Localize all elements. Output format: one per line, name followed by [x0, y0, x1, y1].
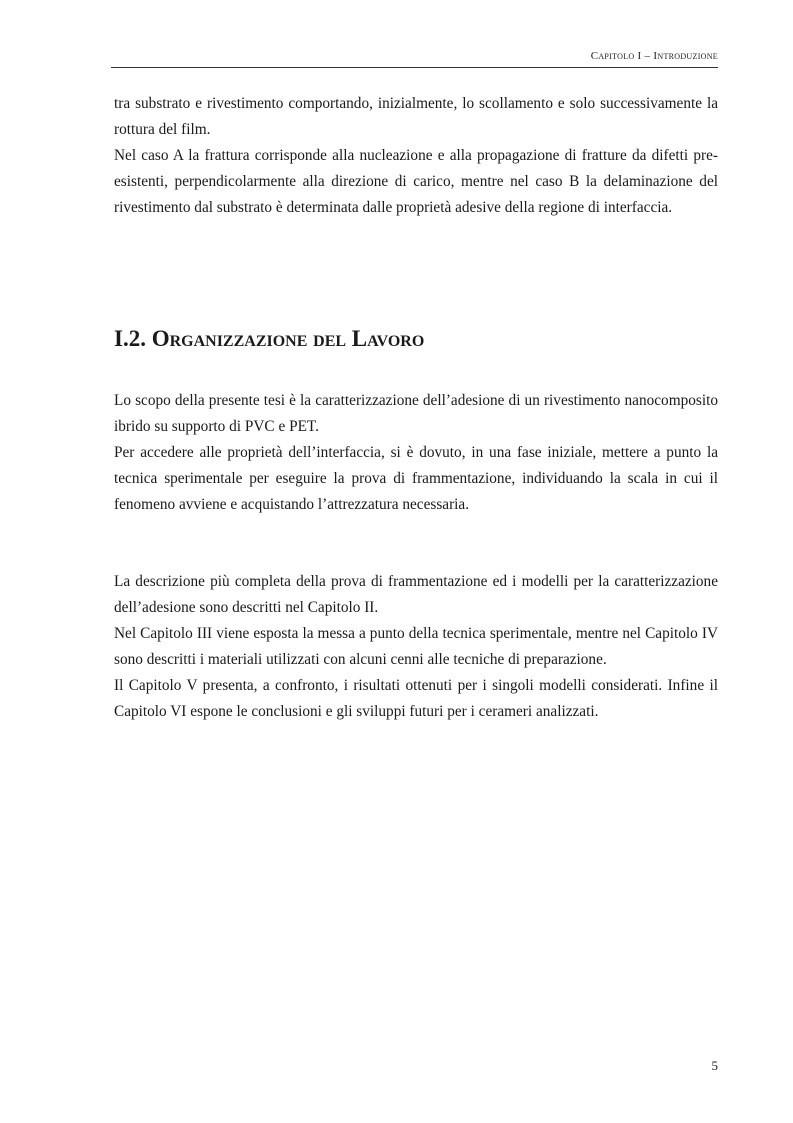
running-header: Capitolo I – Introduzione: [590, 50, 718, 62]
header-rule: [111, 67, 718, 68]
intro-text-block: [114, 91, 718, 221]
section-text-block: [114, 388, 718, 518]
paragraph: Nel caso A la frattura corrisponde alla nucleazione e alla propagazione di fratture da difetti pre-esistenti, perpendicolarmente alla direzione di carico, mentre nel caso B la delaminazione del rivestimento dal substrato è determinata dalle proprietà adesive della regione di interfaccia.: [114, 147, 718, 216]
paragraph: Il Capitolo V presenta, a confronto, i risultati ottenuti per i singoli modelli considerati. Infine il Capitolo VI espone le conclusioni e gli sviluppi futuri per i cerameri analizzati.: [114, 677, 718, 720]
paragraph: Nel Capitolo III viene esposta la messa a punto della tecnica sperimentale, mentre nel Capitolo IV sono descritti i materiali utilizzati con alcuni cenni alle tecniche di preparazione.: [114, 625, 718, 668]
section-text-block-2: [114, 569, 718, 725]
paragraph: Lo scopo della presente tesi è la caratterizzazione dell’adesione di un rivestimento nanocomposito ibrido su supporto di PVC e PET.: [114, 392, 718, 435]
paragraph: tra substrato e rivestimento comportando, inizialmente, lo scollamento e solo successivamente la rottura del film.: [114, 95, 718, 138]
page-number: 5: [711, 1058, 718, 1073]
paragraph: La descrizione più completa della prova di frammentazione ed i modelli per la caratterizzazione dell’adesione sono descritti nel Capitolo II.: [114, 573, 718, 616]
paragraph: Per accedere alle proprietà dell’interfaccia, si è dovuto, in una fase iniziale, mettere a punto la tecnica sperimentale per eseguire la prova di frammentazione, individuando la scala in cui il fenomeno avviene e acquistando l’attrezzatura necessaria.: [114, 444, 718, 513]
section-heading: I.2. Organizzazione del Lavoro: [114, 326, 425, 351]
